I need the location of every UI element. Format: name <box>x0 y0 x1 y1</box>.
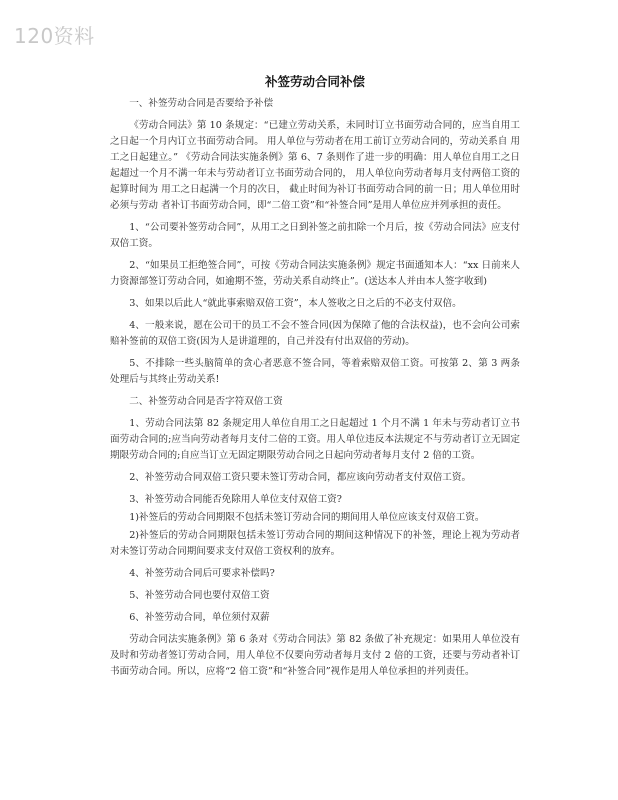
paragraph: 4、补签劳动合同后可要求补偿吗? <box>129 568 275 579</box>
paragraph: 劳动合同法实施条例》第 6 条对《劳动合同法》第 82 条做了补充规定：如果用人单位没有及时和劳动者签订劳动合同，用人单位不仅要向劳动者每月支付 2 倍的工资，还要与劳动者补订书面劳动合同。所以，应将“2 倍工资”和“补签合同”视作是用人单位承担的并列责任。 <box>110 634 520 677</box>
paragraph: 《劳动合同法》第 10 条规定：“已建立劳动关系，未同时订立书面劳动合同的，应当自用工之日起一个月内订立书面劳动合同。 用人单位与劳动者在用工前订立劳动合同的，劳动关系自 用工之日起建立。” 《劳动合同法实施条例》第 6、7 条则作了进一步的明确：用人单位自用工之日起超过一个月不满一年未与劳动者订立书面劳动合同的， 用人单位向劳动者每月支付两倍工资的起算时间为 用工之日起满一个月的次日， 截止时间为补订书面劳动合同的前一日；用人单位用时必须与劳动 者补订书面劳动合同，即“二倍工资”和“补签合同”是用人单位应并列承担的责任。 <box>110 120 520 211</box>
document-body <box>110 96 520 680</box>
paragraph: 1、劳动合同法第 82 条规定用人单位自用工之日起超过 1 个月不满 1 年未与劳动者订立书面劳动合同的;应当向劳动者每月支付二倍的工资。用人单位违反本法规定不与劳动者订立无固定期限劳动合同的;自应当订立无固定期限劳动合同之日起向劳动者每月支付 2 倍的工资。 <box>110 418 520 461</box>
paragraph: 2、补签劳动合同双倍工资只要未签订劳动合同，都应该向劳动者支付双倍工资。 <box>129 472 472 483</box>
paragraph: 1、“公司要补签劳动合同”，从用工之日到补签之前扣除一个月后，按《劳动合同法》应支付双倍工资。 <box>110 222 520 249</box>
paragraph: 1)补签后的劳动合同期限不包括未签订劳动合同的期间用人单位应该支付双倍工资。 <box>129 512 485 523</box>
document-title: 补签劳动合同补偿 <box>264 74 365 89</box>
paragraph: 5、不排除一些头脑简单的贪心者恶意不签合同，等着索赔双倍工资。可按第 2、第 3 两条处理后与其终止劳动关系! <box>110 358 520 385</box>
watermark-logo: 120资料 <box>14 24 95 48</box>
paragraph: 2)补签后的劳动合同期限包括未签订劳动合同的期间这种情况下的补签，理论上视为劳动者对未签订劳动合同期间要求支付双倍工资权利的放弃。 <box>110 530 520 557</box>
document-page <box>110 74 520 686</box>
paragraph: 6、补签劳动合同，单位须付双薪 <box>129 612 270 623</box>
paragraph: 3、如果以后此人“就此事索赔双倍工资”，本人签收之日之后的不必支付双倍。 <box>129 298 462 309</box>
paragraph: 一、补签劳动合同是否要给予补偿 <box>129 98 274 109</box>
paragraph: 4、一般来说，愿在公司干的员工不会不签合同(因为保障了他的合法权益)，也不会向公司索赔补签前的双倍工资(因为人是讲道理的，自己并没有付出双倍的劳动)。 <box>110 320 520 347</box>
paragraph: 2、“如果员工拒绝签合同”，可按《劳动合同法实施条例》规定书面通知本人：“xx 日前来人力资源部签订劳动合同，如逾期不签，劳动关系自动终止”。(送达本人并由本人签字收到) <box>110 260 520 287</box>
paragraph: 5、补签劳动合同也要付双倍工资 <box>129 590 270 601</box>
paragraph: 3、补签劳动合同能否免除用人单位支付双倍工资? <box>129 494 342 505</box>
paragraph: 二、补签劳动合同是否字符双倍工资 <box>129 396 283 407</box>
